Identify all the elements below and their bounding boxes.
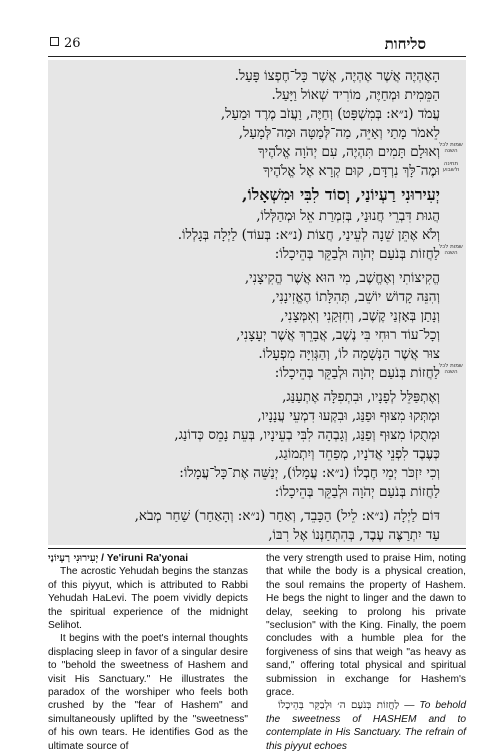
poem-line: הַמֵּמִית וּמְחַיֶּה, מוֹרִיד שְׁאוֹל וַיָּעַל. [271,87,440,103]
poem-line: עֲמֹד (נ״א: בְּמִשְׁפָּט) וְחַיֶּה, וַעֲזֹב מֶרֶד וּמַעַל, [220,106,440,122]
poem-line: וּמְתְּקוּ מִצּוּף וּפַנַּג, וּבִקְעוּ דִמְעֵי עֲנָנָיו, [257,408,440,424]
poem-refrain: לַחֲזוֹת בְּנֹעַם יְהֹוָה וּלְבַקֵּר בְּהֵיכָלוֹ: [274,484,440,500]
commentary-column-right [266,552,466,753]
commentary-refrain-hebrew: לַחֲזוֹת בְּנֹעַם ה׳ וּלְבַקֵּר בְּהֵיכָלוֹ [278,700,400,712]
commentary-paragraph: the very strength used to praise Him, noting that while the body is a physical creation, the soul remains the property of Hashem. He begs the night to linger and the dawn to delay, seeking to prolong his private "seclusion" with the King. Finally, the poem concludes with a humble plea for the forgiveness of sins that weigh "as heavy as sand," offering total physical and spiritual submission in exchange for Hashem's grace. [266,553,466,699]
poem-line: לֵאמֹר מָתַי וְאַיֵּה, מַה־לְּמַטָּה וּמַה־לְּמָעַל, [238,125,440,141]
page-number [50,36,81,51]
square-icon [50,37,59,46]
margin-note: שמות לכל השנה [439,142,463,154]
commentary-heading [48,552,248,565]
poem-refrain: לַחֲזוֹת בְּנֹעַם יְהֹוָה וּלְבַקֵּר בְּהֵיכָלוֹ: [274,246,440,262]
commentary-refrain-note [266,699,466,753]
poem-line: וְהִנֵּה קָדוֹשׁ יוֹשֵׁב, תְּהִלָּתוֹ הֶאֱזִינָנִי, [271,289,440,305]
commentary-heading-english: / Ye'iruni Ra'yonai [98,553,189,564]
poem-line: הֱקִיצוֹתִי וְאֶחֱשֶׁב, מִי הוּא אֲשֶׁר הֱקִיצָנִי, [244,270,440,286]
margin-note: שמות לכל השנה [439,363,463,375]
poem-line: יְעִירוּנִי רַעְיוֹנַי, וְסוֹד לִבִּי וּמִשְׁאָלוֹ, [242,185,440,204]
divider [48,548,466,549]
poem-line: עַד יִתְרַצֶּה עֶבֶד, בְּהִתְחַנְּנוֹ אֶל רִבּוֹ, [268,527,440,543]
poem-line: וְנָתַן בְּאָזְנַי קֶשֶׁב, וְחִזְּקַנִי וְאִמְּצָנִי, [280,308,440,324]
commentary-paragraph: It begins with the poet's internal thoughts displacing sleep in favor of a singular desire to "behold the sweetness of Hashem and visit His Sanctuary." He illustrates the paradox of the worshiper who feels both crushed by the "fear of Hashem" and simultaneously uplifted by the "sweetness" of his own tears. He identifies God as the ultimate source of [48,633,248,752]
commentary-heading-hebrew: יְעִירוּנִי רַעְיוֹנַי [48,552,99,564]
page-number-text: 26 [64,36,81,51]
commentary-paragraph: The acrostic Yehudah begins the stanzas of this piyyut, which is attributed to Rabbi Yehudah HaLevi. The poem vividly depicts the spiritual experience of the midnight Selihot. [48,566,248,632]
poem-line: דּוֹם לַיְלָה (נ״א: לֵיל) הַכָּבֵד, וְאַחַר (נ״א: וְהָאַחַר) שַׁחַר מְבֹא, [134,508,440,524]
poem-refrain: לַחֲזוֹת בְּנֹעַם יְהֹוָה וּלְבַקֵּר בְּהֵיכָלוֹ: [274,365,440,381]
commentary-refrain-english: — To behold the sweetness of HASHEM and to contemplate in His Sanctuary. The refrain of this piyyut echoes [266,700,466,752]
poem-line: צוּר אֲשֶׁר הַנְּשָׁמָה לוֹ, וְהַגְּוִיָּה מִפְעָלוֹ. [258,346,440,362]
poem-line: וְכָל־עוֹד רוּחִי בִּי נֶשֶׁב, אֲבָרֵךְ אֲשֶׁר יְעָצָנִי, [236,327,440,343]
poem-line: וְאוּלָם תָּמִים תִּהְיֶה, עִם יְהֹוָה אֱלֹהֶיךָ [258,144,440,160]
page-header [48,34,466,57]
poem-line: הֲגוּת דִּבְרֵי חֲנוּנַי, בְּזִמְרַת אֵל וּמְהַלְּלוֹ, [256,208,440,224]
poem-line: וּמֶה־לָּךְ נִרְדָּם, קוּם קְרָא אֶל אֱלֹהֶיךָ [263,163,440,179]
poem-line: הָאֶהְיֶה אֲשֶׁר אֶהְיֶה, אֲשֶׁר כָּל־חֶפְצוֹ פָּעַל. [234,68,440,84]
poem-line: וְלֹא אֶתֵּן שֵׁנָה לְעֵינַי, חֲצוֹת (נ״א: בְּעוֹד) לַיְלָה בְּגָלְלוֹ. [177,227,440,243]
commentary-column-left [48,552,248,753]
poem-line: וְכִי יִזְכֹּר יְמֵי חֶבְלוֹ (נ״א: עֲמָלוֹ), יְנַשֵּׁה אֶת־כָּל־עֲמָלוֹ: [179,465,440,481]
poem-line: וּמְתֻקוֹ מִצּוּף וְפַנַּג, וְגָבְהָה לִבִּי בְעֵינָיו, בְּעֵת נָמֵס כְּדוֹנַג, [174,427,440,443]
margin-note: תחינה ולשבוע [442,161,460,173]
poem-line: וְאֶתְפַּלֵּל לְפָנָיו, וּבִתְפִלָּה אֶתְעַנַּג, [282,389,440,405]
poem-line: כְּעֶבֶד לִפְנֵי אֲדֹנָיו, מְפַחֵד וְיִתְמוֹגַג, [274,446,440,462]
section-title: סליחות [384,35,426,53]
margin-note: שמות לכל השנה [439,244,463,256]
